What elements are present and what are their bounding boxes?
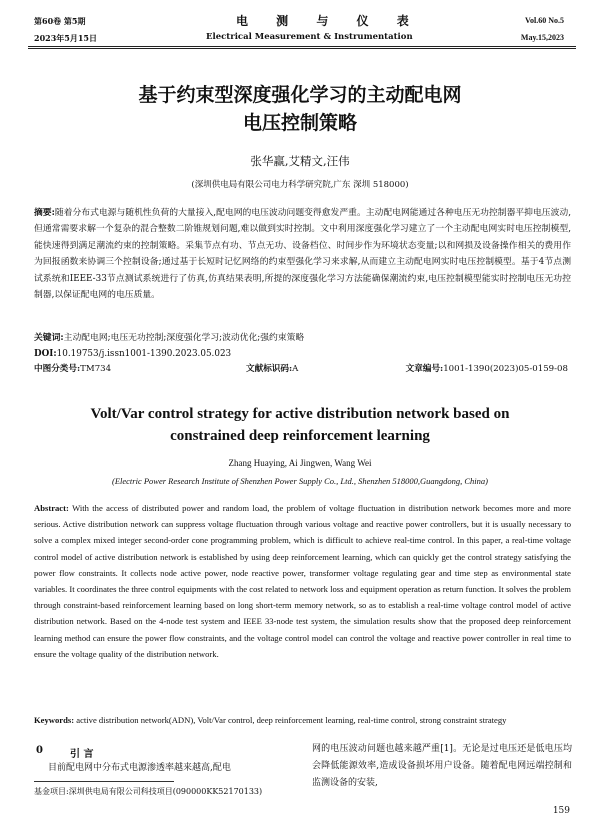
abstract-cn (34, 205, 571, 329)
page-number: 159 (552, 806, 570, 816)
doi-text: 10.19753/j.issn1001-1390.2023.05.023 (56, 349, 232, 359)
journal-title-en: Electrical Measurement & Instrumentation (206, 32, 413, 42)
intro-text-right: 网的电压波动问题也越来越严重[1]。无论是过电压还是低电压均会降低能源效率,造成设备损坏用户设备。随着配电网远端控制和监测设备的安装, (312, 744, 572, 788)
clc-line (34, 362, 111, 374)
keywords-en-label: Keywords: (34, 715, 75, 725)
intro-text-left: 目前配电网中分布式电源渗透率越来越高,配电 (48, 763, 231, 773)
keywords-en (34, 712, 571, 728)
abstract-cn-text: 随着分布式电源与随机性负荷的大量接入,配电网的电压波动问题变得愈发严重。主动配电网能通过各种电压无功控制器平抑电压波动,但通常需要求解一个复杂的混合整数二阶锥规划问题,难以做到实时控制。文中利用深度强化学习建立了一个主动配电网实时电压控制模型,能快速得到满足潮流约束的控制策略。采集节点有功、节点无功、设备档位、时间步作为环境状态变量;以和网损及设备操作相关的费用作为回报函数来协调三个控制设备;通过基于长短时记忆网络的约束型强化学习来求解,从而建立主动配电网实时电压控制模型。基于4节点测试系统和IEEE-33节点测试系统进行了仿真,仿真结果表明,所提的深度强化学习方法能确保潮流约束,电压控制模型能实时控制电压无功控制器,以保证配电网的电压质量。 (34, 208, 571, 301)
article-number-line (406, 362, 568, 374)
paper-title-en-line2: constrained deep reinforcement learning (170, 428, 430, 444)
footnote-rule (34, 781, 174, 782)
header-rule-bottom (28, 48, 576, 49)
abstract-en-text: With the access of distributed power and random load, the problem of voltage fluctuation in distribution network becomes more and more serious. Active distribution network can suppress voltage fluctuation through various voltage and reactive power controllers, but it is usually necessary to solve a complex mixed integer second-order cone programming problem, which is difficult to achieve real-time control. In this paper, a real-time voltage control model of active distribution network is established by using deep reinforcement learning, which can quickly get the control strategy satisfying the power flow constraints. It collects node active power, node reactive power, transformer voltage regulating gear and time step as environmental state variables. It coordinates the three control equipments with the cost related to network loss and equipment operation as return function. It solves the problem through constraint-based reinforcement learning based on long short-term memory network, so as to establish a real-time voltage control model of active distribution network. Based on the 4-node test system and IEEE 33-node test system, the simulation results show that the proposed deep reinforcement learning method can ensure the power flow constraints, and the voltage control model can control the voltage and reactive power controller in real time to ensure the voltage quality of the distribution network. (34, 503, 571, 659)
authors-cn: 张华赢,艾精文,汪伟 (250, 154, 350, 168)
funding-note: 基金项目:深圳供电局有限公司科技项目(090000KK52170133) (34, 787, 263, 796)
abstract-cn-label: 摘要: (34, 208, 55, 218)
section-number: 0 (36, 745, 43, 756)
doi-line (34, 346, 571, 362)
authors-en: Zhang Huaying, Ai Jingwen, Wang Wei (228, 458, 372, 468)
header-date-en: May.15,2023 (520, 33, 564, 42)
doc-code-line (246, 362, 298, 374)
paper-title-cn-line2: 电压控制策略 (242, 112, 357, 134)
header-volume-en: Vol.60 No.5 (524, 16, 564, 25)
affiliation-en: (Electric Power Research Institute of Shenzhen Power Supply Co., Ltd., Shenzhen 518000,Guangdong, China) (112, 476, 488, 486)
keywords-cn-text: 主动配电网;电压无功控制;深度强化学习;波动优化;强约束策略 (63, 333, 305, 343)
clc-value: TM734 (80, 364, 112, 374)
abstract-en-label: Abstract: (34, 503, 69, 513)
doc-code-label: 文献标识码: (246, 364, 293, 374)
article-number-value: 1001-1390(2023)05-0159-08 (443, 364, 568, 374)
doi-label: DOI: (34, 349, 57, 359)
doc-code-value: A (292, 364, 299, 374)
abstract-en (34, 500, 571, 712)
header-rule-top (28, 46, 576, 47)
keywords-en-text: active distribution network(ADN), Volt/Var control, deep reinforcement learning, real-time control, strong constraint strategy (76, 715, 507, 725)
header-date-cn: 2023年5月15日 (34, 33, 97, 43)
keywords-cn-label: 关键词: (34, 333, 64, 343)
clc-label: 中图分类号: (34, 364, 81, 374)
affiliation-cn: (深圳供电局有限公司电力科学研究院,广东 深圳 518000) (191, 180, 409, 190)
journal-title-cn: 电 测 与 仪 表 (236, 14, 421, 28)
section-title: 引 言 (70, 749, 94, 760)
article-number-label: 文章编号: (405, 364, 444, 374)
header-volume-cn: 第60卷 第5期 (34, 16, 86, 26)
keywords-cn (34, 330, 571, 346)
paper-title-en-line1: Volt/Var control strategy for active distribution network based on (90, 406, 510, 422)
paper-title-cn-line1: 基于约束型深度强化学习的主动配电网 (138, 84, 462, 106)
